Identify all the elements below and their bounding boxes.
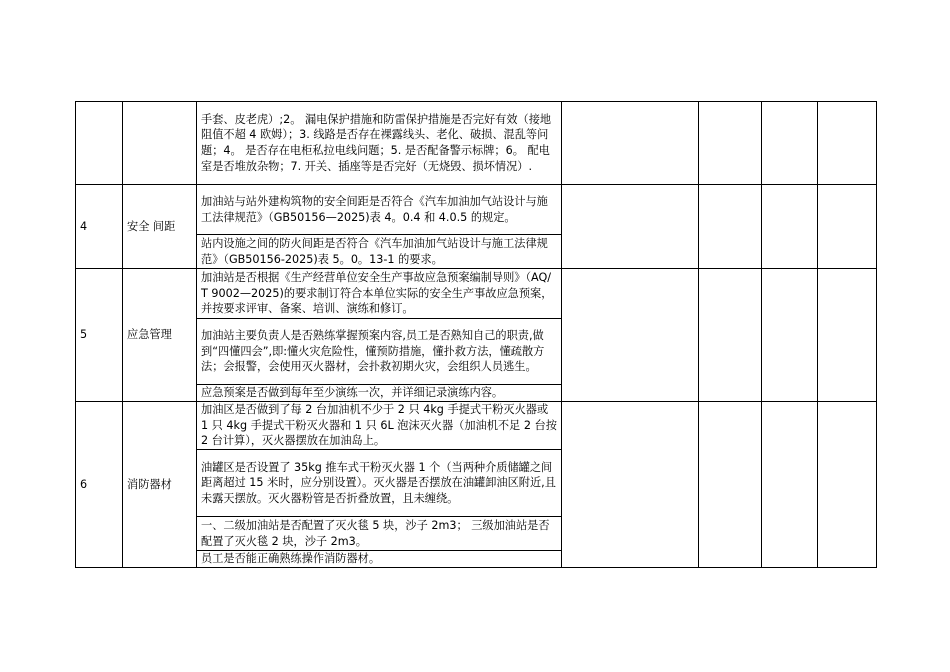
row-item xyxy=(123,102,197,185)
blank-cell xyxy=(699,269,762,402)
row-number xyxy=(76,102,123,185)
row-item: 应急管理 xyxy=(123,269,197,402)
check-content: 油罐区是否设置了 35kg 推车式干粉灭火器 1 个（当两种介质储罐之间距离超过 15 米时，应分别设置）。灭火器是否摆放在油罐卸油区附近,且未露天摆放。灭火器粉管是否折叠放置，且未缠绕。 xyxy=(197,450,562,517)
blank-cell xyxy=(818,185,877,269)
blank-cell xyxy=(562,269,699,402)
blank-cell xyxy=(818,102,877,185)
blank-cell xyxy=(562,102,699,185)
blank-cell xyxy=(762,402,818,568)
blank-cell xyxy=(699,102,762,185)
blank-cell xyxy=(699,402,762,568)
check-content: 加油站是否根据《生产经营单位安全生产事故应急预案编制导则》（AQ/T 9002—2025)的要求制订符合本单位实际的安全生产事故应急预案，并按要求评审、备案、培训、演练和修订。 xyxy=(197,269,562,319)
blank-cell xyxy=(699,185,762,269)
blank-cell xyxy=(562,402,699,568)
blank-cell xyxy=(762,102,818,185)
check-content: 一、二级加油站是否配置了灭火毯 5 块，沙子 2m3； 三级加油站是否配置了灭火毯 2 块，沙子 2m3。 xyxy=(197,517,562,551)
table-row xyxy=(76,269,877,319)
check-content: 员工是否能正确熟练操作消防器材。 xyxy=(197,551,562,568)
blank-cell xyxy=(762,269,818,402)
row-number: 6 xyxy=(76,402,123,568)
check-content: 加油区是否做到了每 2 台加油机不少于 2 只 4kg 手提式干粉灭火器或 1 只 4kg 手提式干粉灭火器和 1 只 6L 泡沫灭火器（加油机不足 2 台按 2 台计算），灭火器摆放在加油岛上。 xyxy=(197,402,562,450)
table-row xyxy=(76,402,877,450)
check-content: 应急预案是否做到每年至少演练一次，并详细记录演练内容。 xyxy=(197,385,562,402)
inspection-table xyxy=(75,101,877,568)
row-number: 4 xyxy=(76,185,123,269)
blank-cell xyxy=(762,185,818,269)
blank-cell xyxy=(818,402,877,568)
check-content: 加油站主要负责人是否熟练掌握预案内容,员工是否熟知自己的职责,做到“四懂四会”,即:懂火灾危险性，懂预防措施，懂扑救方法，懂疏散方法；会报警，会使用灭火器材，会扑救初期火灾，会组织人员逃生。 xyxy=(197,319,562,385)
check-content: 手套、皮老虎）;2。 漏电保护措施和防雷保护措施是否完好有效（接地阻值不超 4 欧姆）；3. 线路是否存在裸露线头、老化、破损、混乱等问题；4。 是否存在电柜私拉电线问题；5. 是否配备警示标牌；6。 配电室是否堆放杂物；7. 开关、插座等是否完好（无烧毁、损坏情况）. xyxy=(197,102,562,185)
table-row xyxy=(76,102,877,185)
table-row xyxy=(76,185,877,235)
row-item: 安全 间距 xyxy=(123,185,197,269)
check-content: 加油站与站外建构筑物的安全间距是否符合《汽车加油加气站设计与施工法律规范》（GB50156—2025)表 4。0.4 和 4.0.5 的规定。 xyxy=(197,185,562,235)
row-number: 5 xyxy=(76,269,123,402)
row-item: 消防器材 xyxy=(123,402,197,568)
check-content: 站内设施之间的防火间距是否符合《汽车加油加气站设计与施工法律规范》（GB50156-2025)表 5。0。13-1 的要求。 xyxy=(197,235,562,269)
blank-cell xyxy=(818,269,877,402)
blank-cell xyxy=(562,185,699,269)
